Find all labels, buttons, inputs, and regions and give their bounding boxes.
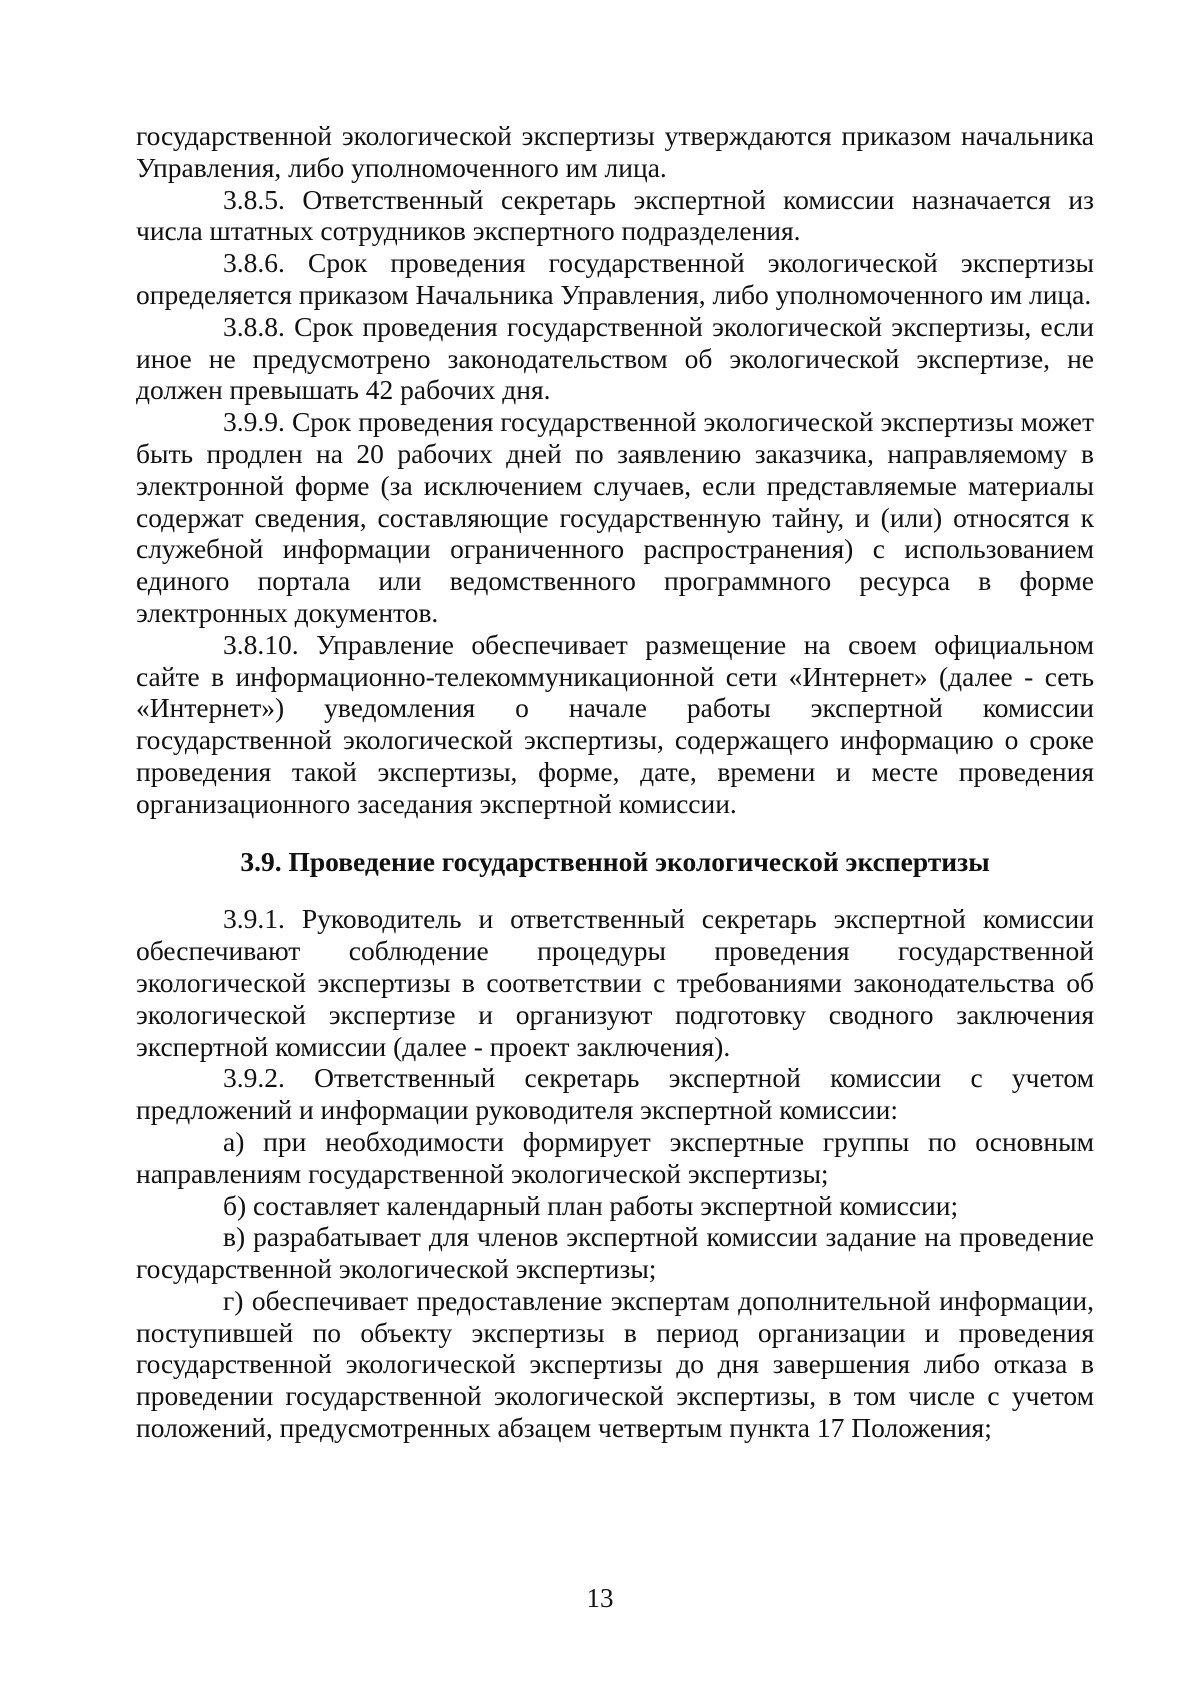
paragraph: государственной экологической экспертизы утверждаются приказом начальника Управления, либо уполномоченного им лица.	[136, 120, 1094, 183]
paragraph: 3.9.1. Руководитель и ответственный секретарь экспертной комиссии обеспечивают соблюдение процедуры проведения государственной экологической экспертизы в соответствии с требованиями законодательства об экологической экспертизе и организуют подготовку сводного заключения экспертной комиссии (далее - проект заключения).	[136, 903, 1094, 1062]
paragraph: 3.9.9. Срок проведения государственной экологической экспертизы может быть продлен на 20 рабочих дней по заявлению заказчика, направляемому в электронной форме (за исключением случаев, если представляемые материалы содержат сведения, составляющие государственную тайну, и (или) относятся к служебной информации ограниченного распространения) с использованием единого портала или ведомственного программного ресурса в форме электронных документов.	[136, 406, 1094, 628]
paragraphs-before-heading	[136, 120, 1094, 820]
list-item: а) при необходимости формирует экспертные группы по основным направлениям государственной экологической экспертизы;	[136, 1125, 1094, 1189]
paragraph: 3.8.6. Срок проведения государственной экологической экспертизы определяется приказом Начальника Управления, либо уполномоченного им лица.	[136, 247, 1094, 310]
list-item: б) составляет календарный план работы экспертной комиссии;	[223, 1189, 959, 1221]
page-number: 13	[586, 1583, 614, 1613]
paragraph: 3.9.2. Ответственный секретарь экспертной комиссии с учетом предложений и информации руководителя экспертной комиссии:	[136, 1062, 1094, 1126]
paragraph: 3.8.5. Ответственный секретарь экспертной комиссии назначается из числа штатных сотрудников экспертного подразделения.	[136, 183, 1094, 247]
paragraph: 3.8.10. Управление обеспечивает размещение на своем официальном сайте в информационно-телекоммуникационной сети «Интернет» (далее - сеть «Интернет») уведомления о начале работы экспертной комиссии государственной экологической экспертизы, содержащего информацию о сроке проведения такой экспертизы, форме, дате, времени и месте проведения организационного заседания экспертной комиссии.	[136, 628, 1094, 819]
document-body	[136, 120, 1094, 1444]
section-heading: 3.9. Проведение государственной экологической экспертизы	[240, 845, 990, 877]
list-item: г) обеспечивает предоставление экспертам дополнительной информации, поступившей по объекту экспертизы в период организации и проведения государственной экологической экспертизы до дня завершения либо отказа в проведении государственной экологической экспертизы, в том числе с учетом положений, предусмотренных абзацем четвертым пункта 17 Положения;	[136, 1284, 1094, 1444]
paragraphs-after-heading	[136, 903, 1094, 1444]
list-item: в) разрабатывает для членов экспертной комиссии задание на проведение государственной экологической экспертизы;	[136, 1221, 1094, 1285]
paragraph: 3.8.8. Срок проведения государственной экологической экспертизы, если иное не предусмотрено законодательством об экологической экспертизе, не должен превышать 42 рабочих дня.	[136, 310, 1094, 406]
